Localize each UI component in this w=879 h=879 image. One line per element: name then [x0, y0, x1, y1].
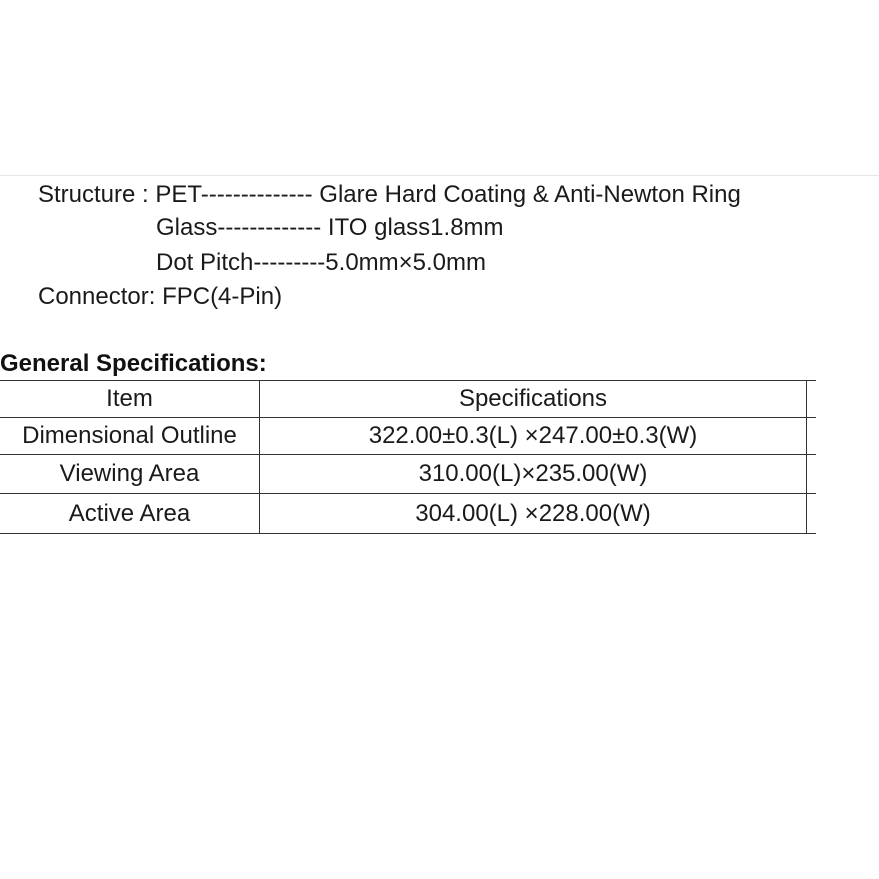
column-header-item: Item — [0, 381, 260, 418]
table-row — [0, 494, 816, 534]
top-divider — [0, 175, 879, 176]
table-header-row — [0, 381, 816, 418]
column-header-specifications: Specifications — [260, 381, 807, 418]
spec-cell: 322.00±0.3(L) ×247.00±0.3(W) — [260, 418, 807, 455]
item-cell: Active Area — [0, 494, 260, 534]
empty-cell — [807, 418, 817, 455]
table-row — [0, 418, 816, 455]
connector-line: Connector: FPC(4-Pin) — [38, 283, 283, 310]
empty-cell — [807, 494, 817, 534]
dot-pitch-line: Dot Pitch---------5.0mm×5.0mm — [156, 249, 487, 276]
general-specifications-heading: General Specifications: — [0, 350, 267, 377]
glass-line: Glass------------- ITO glass1.8mm — [156, 214, 504, 241]
empty-cell — [807, 455, 817, 494]
item-cell: Viewing Area — [0, 455, 260, 494]
item-cell: Dimensional Outline — [0, 418, 260, 455]
spec-cell: 304.00(L) ×228.00(W) — [260, 494, 807, 534]
structure-line: Structure : PET-------------- Glare Hard Coating & Anti-Newton Ring — [38, 181, 741, 208]
spec-cell: 310.00(L)×235.00(W) — [260, 455, 807, 494]
table-row — [0, 455, 816, 494]
column-header-empty — [807, 381, 817, 418]
general-specifications-table — [0, 380, 816, 534]
